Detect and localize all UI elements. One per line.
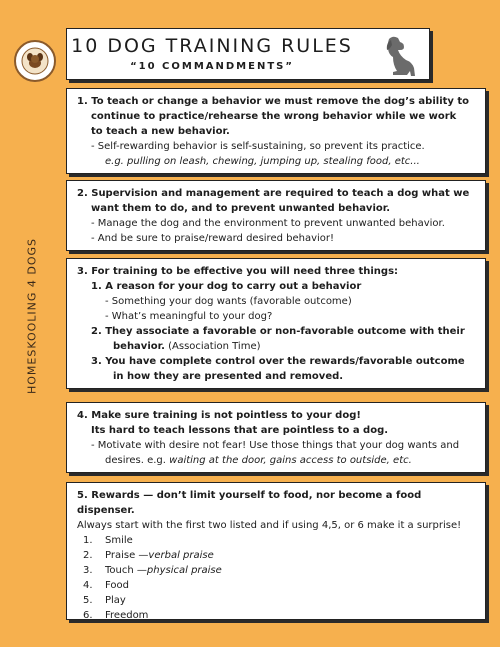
rule-2-heading-line2: want them to do, and to prevent unwanted behavior. [91, 203, 391, 214]
reward-item-number: 5. [83, 595, 93, 606]
reward-item [77, 608, 477, 623]
reward-item-label: Play [105, 595, 126, 606]
reward-item [77, 533, 477, 548]
rule-3-point-2-note: (Association Time) [164, 341, 261, 352]
rule-3-point-1b: - What’s meaningful to your dog? [105, 311, 273, 322]
rule-2-note-1: - Manage the dog and the environment to prevent unwanted behavior. [91, 218, 445, 229]
rule-1-card [66, 88, 486, 174]
rule-1-example: e.g. pulling on leash, chewing, jumping up, stealing food, etc... [105, 156, 420, 167]
reward-item-label: Smile [105, 535, 133, 546]
title-card [66, 28, 430, 80]
reward-item [77, 578, 477, 593]
rule-1-heading-line3: to teach a new behavior. [91, 126, 230, 137]
reward-item-label: Freedom [105, 610, 149, 621]
sitting-dog-icon [375, 33, 425, 81]
rule-4-note-example: waiting at the door, gains access to outside, etc. [169, 455, 412, 466]
rule-4-heading-line2: Its hard to teach lessons that are pointless to a dog. [91, 425, 389, 436]
reward-item-label: Touch — [105, 565, 147, 576]
rule-5-heading: 5. Rewards — don’t limit yourself to food, nor become a food dispenser. [77, 490, 422, 516]
reward-item-number: 6. [83, 610, 93, 621]
rule-1-heading-line1: 1. To teach or change a behavior we must remove the dog’s ability to [77, 96, 470, 107]
reward-item [77, 548, 477, 563]
reward-list [77, 533, 477, 623]
rule-4-card [66, 402, 486, 473]
rule-3-point-3-line1: 3. You have complete control over the rewards/favorable outcome [91, 356, 465, 367]
reward-item-number: 4. [83, 580, 93, 591]
reward-item-detail: physical praise [146, 565, 222, 576]
page-title: 10 DOG TRAINING RULES [71, 35, 353, 57]
rule-5-intro: Always start with the first two listed and if using 4,5, or 6 make it a surprise! [77, 520, 462, 531]
reward-item-detail: verbal praise [148, 550, 214, 561]
rule-1-note: - Self-rewarding behavior is self-sustaining, so prevent its practice. [91, 141, 425, 152]
rule-3-point-2-line2 [77, 339, 477, 354]
reward-item-label: Food [105, 580, 129, 591]
rule-2-heading-line1: 2. Supervision and management are required to teach a dog what we [77, 188, 470, 199]
rule-3-card [66, 258, 486, 389]
page-subtitle: “10 COMMANDMENTS” [130, 61, 294, 72]
rule-4-note-line1: - Motivate with desire not fear! Use those things that your dog wants and [91, 440, 460, 451]
rule-4-heading-line1: 4. Make sure training is not pointless to your dog! [77, 410, 361, 421]
rule-3-point-2-line1: 2. They associate a favorable or non-favorable outcome with their [91, 326, 465, 337]
rule-2-note-2: - And be sure to praise/reward desired behavior! [91, 233, 335, 244]
reward-item-number: 2. [83, 550, 93, 561]
rule-4-note-prefix: desires. e.g. [105, 455, 170, 466]
rule-3-heading: 3. For training to be effective you will need three things: [77, 266, 399, 277]
reward-item [77, 563, 477, 578]
rule-3-point-1: 1. A reason for your dog to carry out a behavior [91, 281, 362, 292]
rule-4-note-line2 [77, 453, 477, 468]
rule-3-point-2-bold: behavior. [113, 341, 165, 352]
reward-item [77, 593, 477, 608]
reward-item-number: 1. [83, 535, 93, 546]
rule-5-card [66, 482, 486, 620]
reward-item-label: Praise — [105, 550, 149, 561]
side-brand-text: HOMESKOOLING 4 DOGS [25, 237, 39, 395]
rule-3-point-1a: - Something your dog wants (favorable outcome) [105, 296, 352, 307]
reward-item-number: 3. [83, 565, 93, 576]
dog-logo-icon [14, 40, 56, 82]
rule-3-point-3-line2: in how they are presented and removed. [113, 371, 344, 382]
rule-1-heading-line2: continue to practice/rehearse the wrong behavior while we work [91, 111, 457, 122]
rule-2-card [66, 180, 486, 251]
